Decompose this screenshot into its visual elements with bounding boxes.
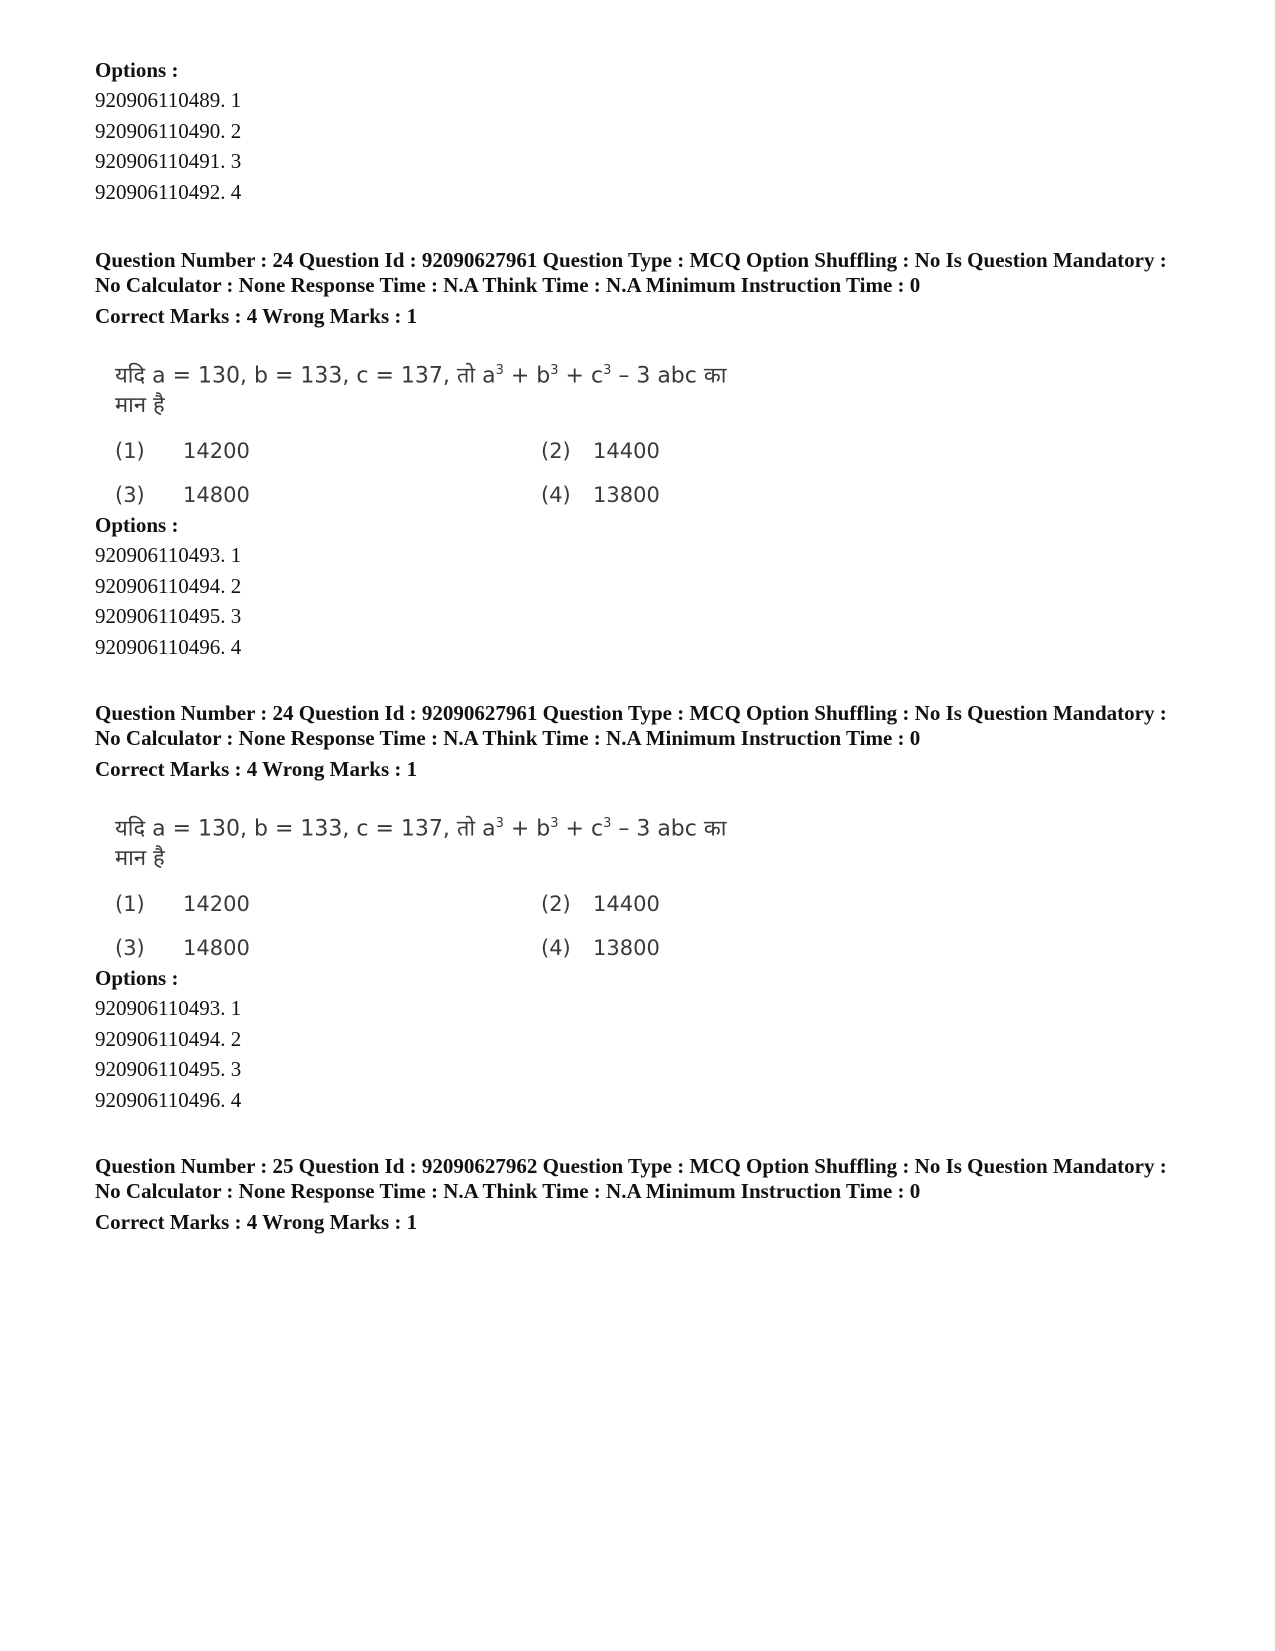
- option-line: 920906110494. 2: [95, 573, 242, 598]
- question-image: [115, 356, 755, 529]
- question-image: [115, 809, 755, 982]
- choice-item: (2) 14400: [541, 439, 660, 464]
- options-block: [95, 510, 1195, 662]
- choice-item: (1) 14200: [115, 892, 250, 917]
- question-header: Question Number : 24 Question Id : 92090627961 Question Type : MCQ Option Shuffling : No Is Question Mandatory : No Calculator : None Response Time : N.A Think Time : N.A Minimum Instruction Time : 0: [95, 701, 1167, 750]
- choice-item: (4) 13800: [541, 483, 660, 508]
- option-line: 920906110494. 2: [95, 1026, 242, 1051]
- question-header-block: [95, 248, 1195, 329]
- choice-item: (2) 14400: [541, 892, 660, 917]
- question-marks: Correct Marks : 4 Wrong Marks : 1: [95, 304, 418, 328]
- question-header-block: [95, 1154, 1195, 1235]
- options-heading: Options :: [95, 966, 179, 990]
- question-header: Question Number : 25 Question Id : 92090627962 Question Type : MCQ Option Shuffling : No Is Question Mandatory : No Calculator : None Response Time : N.A Think Time : N.A Minimum Instruction Time : 0: [95, 1154, 1167, 1203]
- question-marks: Correct Marks : 4 Wrong Marks : 1: [95, 1210, 418, 1234]
- option-line: 920906110493. 1: [95, 996, 242, 1020]
- option-line: 920906110496. 4: [95, 634, 242, 659]
- choice-item: (1) 14200: [115, 439, 250, 464]
- option-line: 920906110495. 3: [95, 1057, 242, 1081]
- options-heading: Options :: [95, 58, 179, 82]
- question-stem: यदि a = 130, b = 133, c = 137, तो $a^3 + b^3 + c^3 - 3$ abc का मान है: [115, 363, 727, 419]
- question-header-block: [95, 701, 1195, 782]
- choice-item: (3) 14800: [115, 483, 250, 508]
- options-block-top: [95, 55, 1195, 207]
- option-line: 920906110490. 2: [95, 118, 242, 143]
- option-line: 920906110493. 1: [95, 543, 242, 567]
- choice-item: (4) 13800: [541, 936, 660, 961]
- options-block: [95, 963, 1195, 1115]
- choice-item: (3) 14800: [115, 936, 250, 961]
- option-line: 920906110491. 3: [95, 149, 242, 173]
- question-stem: यदि a = 130, b = 133, c = 137, तो $a^3 + b^3 + c^3 - 3$ abc का मान है: [115, 816, 727, 872]
- option-line: 920906110489. 1: [95, 88, 242, 112]
- question-header: Question Number : 24 Question Id : 92090627961 Question Type : MCQ Option Shuffling : No Is Question Mandatory : No Calculator : None Response Time : N.A Think Time : N.A Minimum Instruction Time : 0: [95, 248, 1167, 297]
- options-heading: Options :: [95, 513, 179, 537]
- option-line: 920906110496. 4: [95, 1087, 242, 1112]
- option-line: 920906110492. 4: [95, 179, 242, 204]
- question-marks: Correct Marks : 4 Wrong Marks : 1: [95, 757, 418, 781]
- option-line: 920906110495. 3: [95, 604, 242, 628]
